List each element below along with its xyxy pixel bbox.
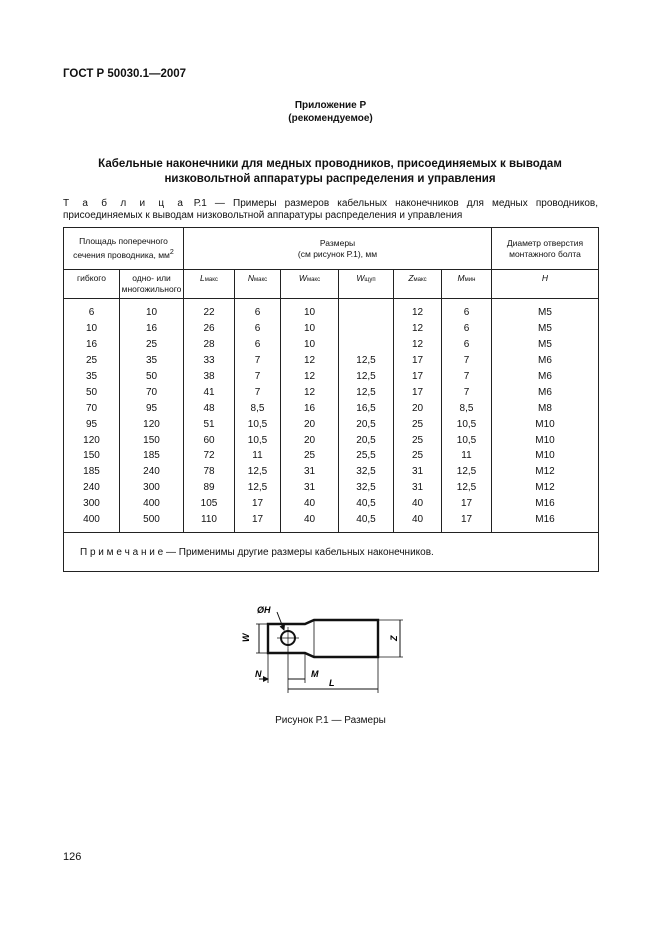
table-cell: 17 xyxy=(442,496,492,512)
table-cell: 25 xyxy=(64,353,120,369)
table-cell: 41 xyxy=(184,384,235,400)
table-cell: 6 xyxy=(442,299,492,321)
table-cell: 40,5 xyxy=(339,496,394,512)
table-cell: 40 xyxy=(394,512,442,533)
table-cell: 70 xyxy=(120,384,184,400)
table-cell: 16 xyxy=(120,321,184,337)
table-cell: 185 xyxy=(120,448,184,464)
table-cell: 150 xyxy=(120,432,184,448)
table-cell: 20,5 xyxy=(339,432,394,448)
flexible-header: гибкого xyxy=(64,270,120,299)
table-cell: 11 xyxy=(442,448,492,464)
table-body xyxy=(64,299,599,533)
table-row xyxy=(64,512,599,533)
table-cell: 12,5 xyxy=(339,369,394,385)
table-cell: 38 xyxy=(184,369,235,385)
table-cell: 12 xyxy=(394,299,442,321)
table-cell: 16 xyxy=(64,337,120,353)
table-cell: 95 xyxy=(120,400,184,416)
table-cell: 70 xyxy=(64,400,120,416)
table-cell: 40,5 xyxy=(339,512,394,533)
section-title-line-1: Кабельные наконечники для медных проводников, присоединяемых к выводам xyxy=(98,158,562,170)
table-cell: 17 xyxy=(394,353,442,369)
table-cell: 48 xyxy=(184,400,235,416)
table-cell: 60 xyxy=(184,432,235,448)
table-row xyxy=(64,416,599,432)
col-h: H xyxy=(492,270,599,299)
table-cell: 6 xyxy=(235,299,281,321)
table-cell: 6 xyxy=(442,337,492,353)
table-cell: 12,5 xyxy=(339,384,394,400)
table-cell: 51 xyxy=(184,416,235,432)
table-cell: 7 xyxy=(442,353,492,369)
table-cell: 40 xyxy=(281,496,339,512)
table-cell: 400 xyxy=(64,512,120,533)
table-cell: 25,5 xyxy=(339,448,394,464)
table-cell: 7 xyxy=(235,384,281,400)
table-cell: 31 xyxy=(281,464,339,480)
dimensions-header-ref: (см рисунок Р.1), мм xyxy=(297,248,378,259)
table-cell: 33 xyxy=(184,353,235,369)
table-cell: 300 xyxy=(64,496,120,512)
table-cell: 50 xyxy=(120,369,184,385)
table-cell: M6 xyxy=(492,369,599,385)
table-row xyxy=(64,384,599,400)
table-cell: 185 xyxy=(64,464,120,480)
label-w: W xyxy=(241,633,251,642)
solid-header: одно- или многожильного xyxy=(120,270,184,299)
table-cell: 10,5 xyxy=(235,416,281,432)
table-cell: 20 xyxy=(281,416,339,432)
table-cell xyxy=(339,337,394,353)
table-cell: 400 xyxy=(120,496,184,512)
table-cell: 12 xyxy=(281,369,339,385)
table-cell: 8,5 xyxy=(442,400,492,416)
table-cell: 12 xyxy=(394,337,442,353)
table-row xyxy=(64,337,599,353)
table-cell: 40 xyxy=(394,496,442,512)
col-m-min: Mмин xyxy=(442,270,492,299)
table-cell: 10 xyxy=(281,299,339,321)
table-cell: 8,5 xyxy=(235,400,281,416)
table-cell: 105 xyxy=(184,496,235,512)
table-row xyxy=(64,321,599,337)
table-cell: 25 xyxy=(120,337,184,353)
label-n: N xyxy=(255,669,262,679)
table-cell: M5 xyxy=(492,299,599,321)
table-row xyxy=(64,353,599,369)
table-cell: 26 xyxy=(184,321,235,337)
table-cell: 25 xyxy=(281,448,339,464)
table-cell: 32,5 xyxy=(339,480,394,496)
table-cell: 10 xyxy=(281,321,339,337)
table-cell: 35 xyxy=(64,369,120,385)
table-cell: 25 xyxy=(394,448,442,464)
table-cell: 11 xyxy=(235,448,281,464)
table-caption xyxy=(63,198,598,222)
table-cell: 17 xyxy=(235,496,281,512)
table-cell: 78 xyxy=(184,464,235,480)
table-cell: 12,5 xyxy=(442,480,492,496)
dimensions-table xyxy=(63,227,599,572)
section-title-line-2: низковольтной аппаратуры распределения и управления xyxy=(164,173,496,185)
col-w-max: Wмакс xyxy=(281,270,339,299)
table-cell: 16 xyxy=(281,400,339,416)
table-cell: 120 xyxy=(120,416,184,432)
table-cell: 72 xyxy=(184,448,235,464)
dimensions-header xyxy=(184,228,492,270)
lug-outline xyxy=(268,620,378,657)
table-cell: 10,5 xyxy=(442,416,492,432)
table-row xyxy=(64,448,599,464)
table-cell: 17 xyxy=(394,384,442,400)
table-caption-text: Р.1 — Примеры размеров кабельных наконечников для медных проводников, присоединяемых к выводам низковольтной аппаратуры распределения и управления xyxy=(63,198,599,221)
table-cell: M6 xyxy=(492,384,599,400)
table-cell: M10 xyxy=(492,416,599,432)
table-row xyxy=(64,496,599,512)
table-cell: 12,5 xyxy=(339,353,394,369)
table-cell: 6 xyxy=(64,299,120,321)
table-cell: 500 xyxy=(120,512,184,533)
label-m: M xyxy=(311,669,319,679)
table-row xyxy=(64,400,599,416)
table-cell: 110 xyxy=(184,512,235,533)
table-cell xyxy=(339,299,394,321)
table-cell: 17 xyxy=(394,369,442,385)
table-row xyxy=(64,480,599,496)
table-cell: 40 xyxy=(281,512,339,533)
table-cell: M12 xyxy=(492,480,599,496)
table-cell: 10 xyxy=(120,299,184,321)
table-caption-prefix: Т а б л и ц а xyxy=(63,198,186,209)
table-cell: 89 xyxy=(184,480,235,496)
section-title xyxy=(80,157,580,187)
table-cell: 10,5 xyxy=(235,432,281,448)
table-cell: 7 xyxy=(442,384,492,400)
table-cell: 20,5 xyxy=(339,416,394,432)
figure-caption: Рисунок Р.1 — Размеры xyxy=(275,715,386,726)
table-cell: M10 xyxy=(492,448,599,464)
annex-subtitle: (рекомендуемое) xyxy=(288,113,373,124)
table-note xyxy=(64,533,599,572)
table-cell: 31 xyxy=(394,464,442,480)
table-cell: 12 xyxy=(281,384,339,400)
table-cell: 31 xyxy=(281,480,339,496)
table-cell: 25 xyxy=(394,432,442,448)
dimensions-header-title: Размеры xyxy=(319,237,356,248)
col-w-probe: Wщуп xyxy=(339,270,394,299)
table-cell: 25 xyxy=(394,416,442,432)
table-cell: 300 xyxy=(120,480,184,496)
table-row xyxy=(64,369,599,385)
table-cell: 50 xyxy=(64,384,120,400)
table-cell: 6 xyxy=(235,337,281,353)
table-cell: M6 xyxy=(492,353,599,369)
table-cell: 16,5 xyxy=(339,400,394,416)
table-cell: 20 xyxy=(394,400,442,416)
table-cell: 120 xyxy=(64,432,120,448)
table-cell: 32,5 xyxy=(339,464,394,480)
table-cell: 12,5 xyxy=(235,464,281,480)
table-cell: 28 xyxy=(184,337,235,353)
label-z: Z xyxy=(389,635,399,641)
table-cell: 12 xyxy=(394,321,442,337)
hole-header: Диаметр отверстия монтажного болта xyxy=(492,228,599,270)
table-cell: 95 xyxy=(64,416,120,432)
table-cell: 17 xyxy=(442,512,492,533)
table-cell: M12 xyxy=(492,464,599,480)
annex-title: Приложение Р xyxy=(294,100,367,111)
table-cell: 31 xyxy=(394,480,442,496)
table-cell: 12 xyxy=(281,353,339,369)
table-cell: M16 xyxy=(492,512,599,533)
table-cell: 7 xyxy=(442,369,492,385)
table-cell: 240 xyxy=(64,480,120,496)
table-cell: 7 xyxy=(235,353,281,369)
table-cell: 10 xyxy=(64,321,120,337)
table-cell: 6 xyxy=(235,321,281,337)
table-note-text: — Применимы другие размеры кабельных наконечников. xyxy=(166,546,434,558)
table-cell: 150 xyxy=(64,448,120,464)
table-cell: 7 xyxy=(235,369,281,385)
table-cell: 22 xyxy=(184,299,235,321)
table-cell: M5 xyxy=(492,321,599,337)
table-row xyxy=(64,299,599,321)
table-cell: 12,5 xyxy=(235,480,281,496)
table-cell: M5 xyxy=(492,337,599,353)
label-dh: ØH xyxy=(257,605,271,615)
table-cell: M10 xyxy=(492,432,599,448)
table-note-label: П р и м е ч а н и е xyxy=(80,546,164,558)
standard-number: ГОСТ Р 50030.1—2007 xyxy=(63,68,187,80)
table-cell: 12,5 xyxy=(442,464,492,480)
col-z-max: Zмакс xyxy=(394,270,442,299)
table-cell: 17 xyxy=(235,512,281,533)
table-row xyxy=(64,432,599,448)
table-row xyxy=(64,464,599,480)
table-cell: 35 xyxy=(120,353,184,369)
area-header: Площадь поперечного сечения проводника, $мм^2$ xyxy=(64,228,184,270)
lug-dimension-drawing xyxy=(235,597,415,705)
table-cell: 10 xyxy=(281,337,339,353)
table-cell: M8 xyxy=(492,400,599,416)
table-cell: 6 xyxy=(442,321,492,337)
table-cell: 10,5 xyxy=(442,432,492,448)
label-l: L xyxy=(329,678,335,688)
table-cell: 240 xyxy=(120,464,184,480)
table-cell: 20 xyxy=(281,432,339,448)
table-cell: M16 xyxy=(492,496,599,512)
col-l-max: Lмакс xyxy=(184,270,235,299)
table-cell xyxy=(339,321,394,337)
col-n-max: Nмакс xyxy=(235,270,281,299)
page-number: 126 xyxy=(63,851,82,863)
